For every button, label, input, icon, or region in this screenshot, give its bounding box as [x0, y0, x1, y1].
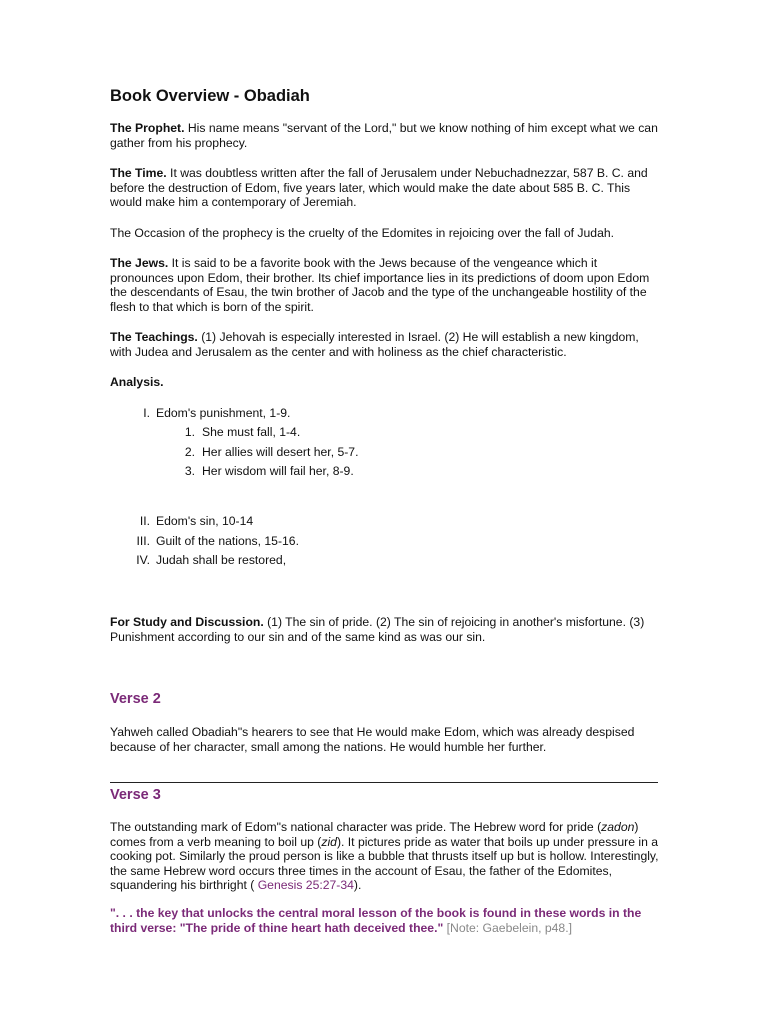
quote-text: ". . . the key that unlocks the central moral lesson of the book is found in these words in the third verse: "The pride of thine heart hath deceived thee."	[110, 906, 642, 935]
verse2-heading: Verse 2	[110, 691, 161, 707]
verse3-text-d: ).	[353, 878, 362, 893]
teachings-paragraph	[110, 330, 662, 359]
verse3-text-b: ) comes from a verb meaning to boil up (	[110, 820, 639, 849]
jews-paragraph	[110, 256, 662, 314]
prophet-label: The Prophet.	[110, 121, 185, 135]
outline-num: 2.	[184, 445, 195, 459]
quote-note: [Note: Gaebelein, p48.]	[443, 920, 572, 935]
outline-item: Guilt of the nations, 15-16.	[156, 534, 299, 548]
outline-num: 1.	[184, 425, 195, 439]
outline-item: She must fall, 1-4.	[202, 425, 301, 439]
outline-num: IV.	[136, 553, 150, 567]
study-paragraph	[110, 615, 662, 644]
page-title: Book Overview - Obadiah	[110, 87, 310, 105]
outline-item: Her allies will desert her, 5-7.	[202, 445, 359, 459]
time-label: The Time.	[110, 166, 167, 180]
time-text: It was doubtless written after the fall of Jerusalem under Nebuchadnezzar, 587 B. C. and before the destruction of Edom, five years later, which would make the date about 585 B. C. This would make him a contemporary of Jeremiah.	[110, 166, 648, 210]
outline-num: 3.	[184, 464, 195, 478]
jews-text: It is said to be a favorite book with the Jews because of the vengeance which it pronounces upon Edom, their brother. Its chief importance lies in its predictions of doom upon Edom the descendants of Esau, the twin brother of Jacob and the type of the unchangeable hostility of the flesh to that which is born of the spirit.	[110, 256, 650, 314]
occasion-paragraph: The Occasion of the prophecy is the cruelty of the Edomites in rejoicing over the fall of Judah.	[110, 226, 615, 240]
study-text: (1) The sin of pride. (2) The sin of rejoicing in another's misfortune. (3) Punishment according to our sin and of the same kind as was our sin.	[110, 615, 645, 644]
scripture-reference-link[interactable]: Genesis 25:27-34	[254, 878, 354, 893]
teachings-text: (1) Jehovah is especially interested in Israel. (2) He will establish a new kingdom, with Judea and Jerusalem as the center and with holiness as the chief characteristic.	[110, 330, 639, 359]
verse3-text-c: ). It pictures pride as water that boils up under pressure in a cooking pot. Similarly the proud person is like a bubble that thrusts itself up but is hollow. Interestingly, the same Hebrew word occurs three times in the account of Esau, the father of the Edomites, squandering his birthright (	[110, 834, 659, 893]
verse2-paragraph: Yahweh called Obadiah"s hearers to see that He would make Edom, which was already despised because of her character, small among the nations. He would humble her further.	[110, 725, 635, 754]
prophet-text: His name means "servant of the Lord," but we know nothing of him except what we can gather from his prophecy.	[110, 121, 658, 150]
jews-label: The Jews.	[110, 256, 169, 270]
verse3-text-a: The outstanding mark of Edom"s national character was pride. The Hebrew word for pride (	[110, 820, 602, 834]
teachings-label: The Teachings.	[110, 330, 198, 344]
outline-num: III.	[136, 534, 150, 548]
verse3-paragraph	[110, 820, 662, 893]
outline-item: Edom's sin, 10-14	[156, 514, 254, 528]
study-label: For Study and Discussion.	[110, 615, 264, 629]
outline-num: I.	[143, 406, 150, 420]
verse3-heading: Verse 3	[110, 787, 161, 803]
outline-item: Her wisdom will fail her, 8-9.	[202, 464, 354, 478]
hebrew-word-zid: zid	[321, 834, 337, 849]
section-divider	[110, 782, 658, 783]
outline-item: Judah shall be restored,	[156, 553, 287, 567]
prophet-paragraph	[110, 121, 662, 150]
analysis-label: Analysis.	[110, 375, 164, 389]
key-quote	[110, 906, 662, 935]
outline-num: II.	[139, 514, 150, 528]
outline-item: Edom's punishment, 1-9.	[156, 406, 291, 420]
hebrew-word-zadon: zadon	[601, 820, 635, 834]
time-paragraph	[110, 166, 662, 210]
